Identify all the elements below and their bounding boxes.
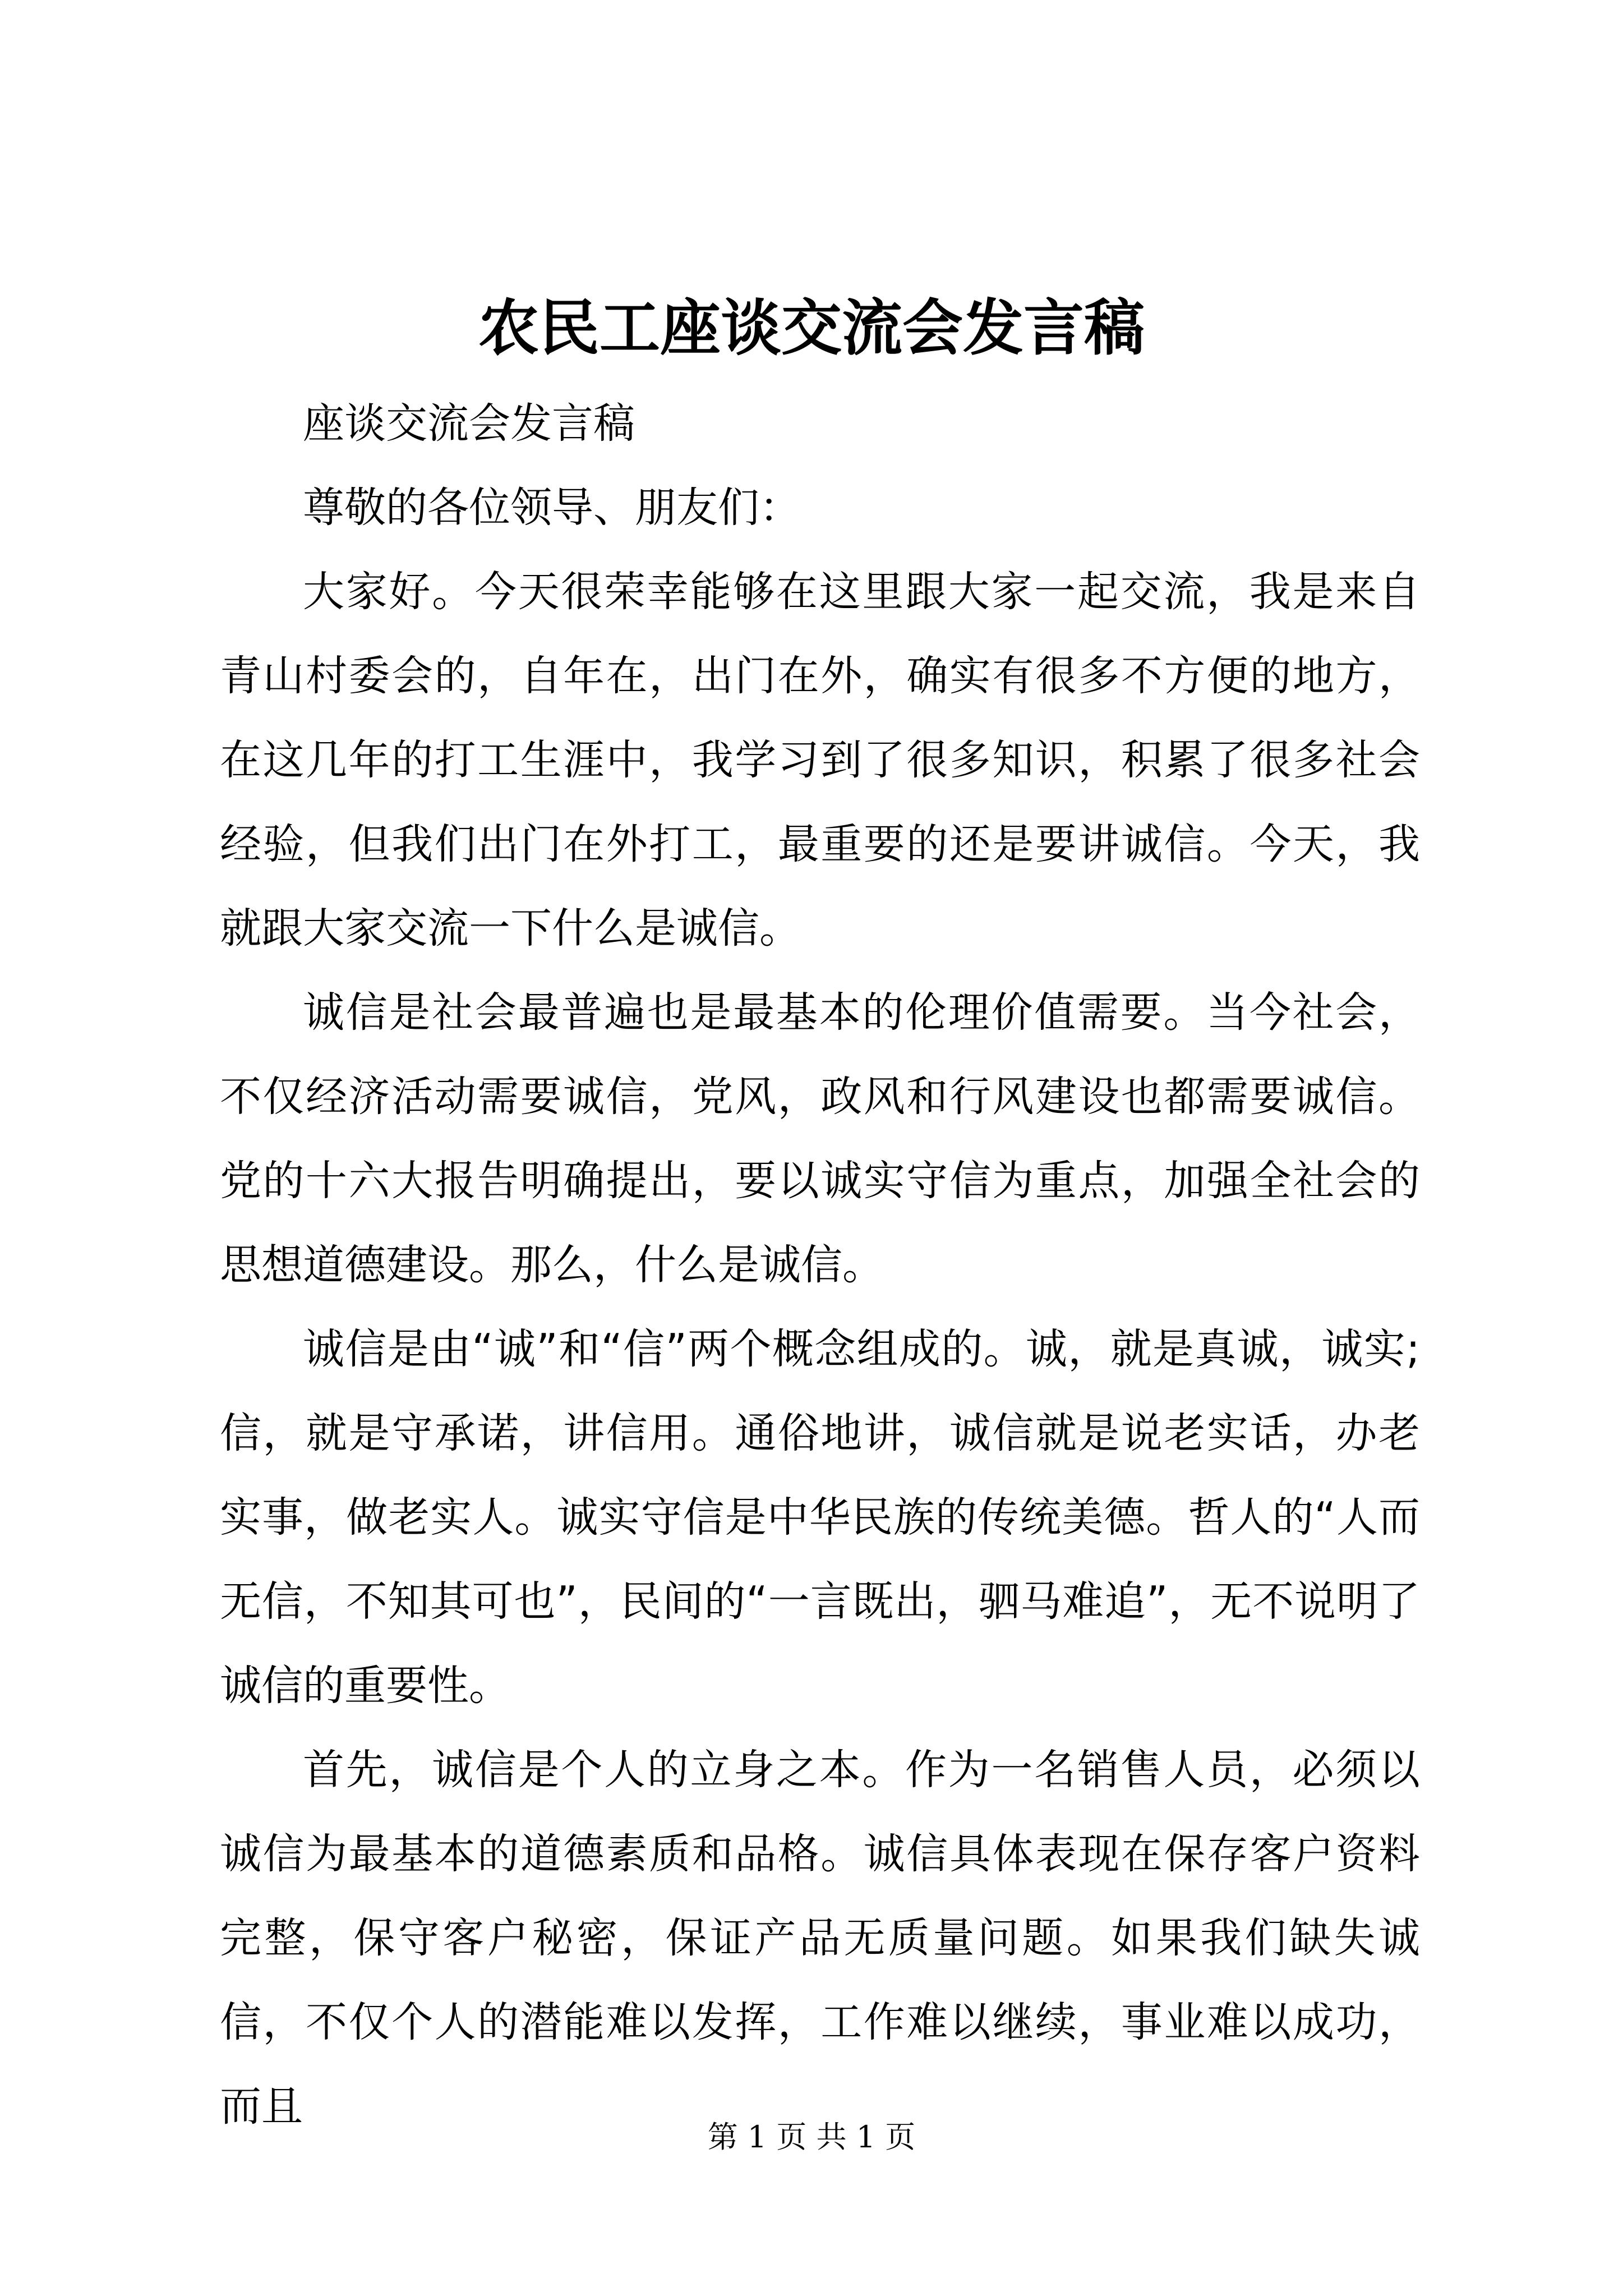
page-title: 农民工座谈交流会发言稿 (478, 293, 1145, 364)
paragraph-integrity-meaning: 诚信是由“诚”和“信”两个概念组成的。诚，就是真诚，诚实;信，就是守承诺，讲信用。通俗地讲，诚信就是说老实话，办老实事，做老实人。诚实守信是中华民族的传统美德。哲人的“人而无信，不知其可也”，民间的“一言既出，驷马难追”，无不说明了诚信的重要性。 (220, 1325, 1420, 1710)
paragraph-greeting: 大家好。今天很荣幸能够在这里跟大家一起交流，我是来自青山村委会的，自年在，出门在外，确实有很多不方便的地方，在这几年的打工生涯中，我学习到了很多知识，积累了很多社会经验，但我们出门在外打工，最重要的还是要讲诚信。今天，我就跟大家交流一下什么是诚信。 (220, 568, 1420, 953)
paragraph-subtitle: 座谈交流会发言稿 (303, 399, 635, 448)
paragraph-salutation: 尊敬的各位领导、朋友们： (303, 484, 801, 532)
paragraph-integrity-need: 诚信是社会最普遍也是最基本的伦理价值需要。当今社会，不仅经济活动需要诚信，党风，政风和行风建设也都需要诚信。党的十六大报告明确提出，要以诚实守信为重点，加强全社会的思想道德建设。那么，什么是诚信。 (220, 988, 1420, 1289)
paragraph-integrity-foundation: 首先，诚信是个人的立身之本。作为一名销售人员，必须以诚信为最基本的道德素质和品格。诚信具体表现在保存客户资料完整，保守客户秘密，保证产品无质量问题。如果我们缺失诚信，不仅个人的潜能难以发挥，工作难以继续，事业难以成功，而且 (220, 1746, 1420, 2131)
document-body (220, 381, 1420, 2148)
page-footer: 第 1 页 共 1 页 (707, 2119, 916, 2155)
